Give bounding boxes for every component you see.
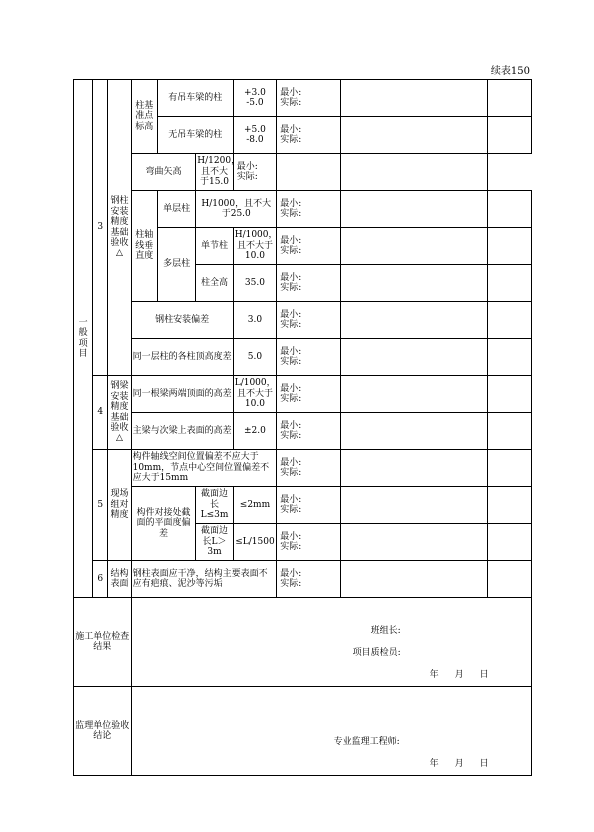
tolerance-value: H/1000，且不大于10.0 [233, 228, 276, 265]
measure-cell: 最小: 实际: [277, 413, 341, 450]
sub-label: 多层柱 [157, 228, 195, 302]
remark-cell[interactable] [488, 302, 532, 339]
remark-cell[interactable] [488, 80, 532, 117]
measure-cell: 最小: 实际: [277, 302, 341, 339]
supervision-engineer-label: 专业监理工程师: [333, 737, 400, 747]
year-label: 年 [429, 670, 439, 680]
day-label: 日 [479, 670, 489, 680]
section-name: 钢柱安装精度基础验收△ [108, 80, 131, 376]
tolerance-value: 3.0 [233, 302, 276, 339]
result-cell[interactable] [340, 487, 488, 524]
inspection-table [73, 79, 532, 776]
tolerance-value: H/1200，且不大于15.0 [196, 154, 233, 191]
category-cell: 一般项目 [74, 80, 93, 598]
measure-cell: 最小: 实际: [277, 265, 341, 302]
measure-cell: 最小: 实际: [277, 376, 341, 413]
remark-cell[interactable] [488, 265, 532, 302]
section-no: 5 [93, 450, 108, 561]
tolerance-value: ±2.0 [233, 413, 276, 450]
item-label: 弯曲矢高 [131, 154, 196, 191]
section-name: 现场组对精度 [108, 450, 131, 561]
measure-cell: 最小: 实际: [277, 80, 341, 117]
section-no: 6 [93, 561, 108, 598]
remark-cell[interactable] [488, 228, 532, 265]
team-leader-label: 班组长: [370, 626, 401, 636]
remark-cell[interactable] [340, 154, 488, 191]
subsub-label: 单节柱 [196, 228, 233, 265]
tolerance-value: H/1000，且不大于25.0 [196, 191, 277, 228]
construction-label: 施工单位检查结果 [74, 598, 132, 687]
remark-cell[interactable] [488, 376, 532, 413]
section-name: 钢梁安装精度基础验收△ [108, 376, 131, 450]
tolerance-value: ≤2mm [233, 487, 276, 524]
remark-cell[interactable] [488, 117, 532, 154]
remark-cell[interactable] [488, 450, 532, 487]
measure-cell: 最小: 实际: [233, 154, 276, 191]
sub-label: 截面边长L＞3m [196, 524, 233, 561]
remark-cell[interactable] [488, 413, 532, 450]
quality-inspector-label: 项目质检员: [352, 648, 401, 658]
group-label: 柱基准点标高 [131, 80, 157, 154]
result-cell[interactable] [340, 117, 488, 154]
measure-cell: 最小: 实际: [277, 450, 341, 487]
result-cell[interactable] [340, 265, 488, 302]
item-label: 无吊车梁的柱 [157, 117, 233, 154]
item-label: 构件轴线空间位置偏差不应大于10mm，节点中心空间位置偏差不应大于15mm [131, 450, 277, 487]
year-label: 年 [429, 759, 439, 769]
item-label: 主梁与次梁上表面的高差 [131, 413, 233, 450]
remark-cell[interactable] [488, 524, 532, 561]
result-cell[interactable] [340, 376, 488, 413]
measure-cell: 最小: 实际: [277, 524, 341, 561]
result-cell[interactable] [340, 228, 488, 265]
tolerance-value: +5.0 -8.0 [233, 117, 276, 154]
sub-label: 截面边长L≤3m [196, 487, 233, 524]
section-no: 4 [93, 376, 108, 450]
item-label: 同一层柱的各柱顶高度差 [131, 339, 233, 376]
remark-cell[interactable] [488, 561, 532, 598]
measure-cell: 最小: 实际: [277, 487, 341, 524]
item-label: 钢柱表面应干净，结构主要表面不应有疤痕、泥沙等污垢 [131, 561, 277, 598]
remark-cell[interactable] [488, 339, 532, 376]
continued-label: 续表150 [490, 66, 530, 77]
result-cell[interactable] [277, 154, 341, 191]
group-label: 柱轴线垂直度 [131, 191, 157, 302]
section-name: 结构表面 [108, 561, 131, 598]
month-label: 月 [454, 759, 464, 769]
result-cell[interactable] [340, 191, 488, 228]
result-cell[interactable] [340, 80, 488, 117]
section-no: 3 [93, 80, 108, 376]
supervision-label: 监理单位验收结论 [74, 687, 132, 776]
measure-cell: 最小: 实际: [277, 228, 341, 265]
month-label: 月 [454, 670, 464, 680]
item-label: 同一根梁两端顶面的高差 [131, 376, 233, 413]
result-cell[interactable] [340, 339, 488, 376]
tolerance-value: 5.0 [233, 339, 276, 376]
result-cell[interactable] [340, 450, 488, 487]
measure-cell: 最小: 实际: [277, 561, 341, 598]
measure-cell: 最小: 实际: [277, 117, 341, 154]
sub-label: 单层柱 [157, 191, 195, 228]
remark-cell[interactable] [488, 191, 532, 228]
measure-cell: 最小: 实际: [277, 339, 341, 376]
tolerance-value: L/1000，且不大于10.0 [233, 376, 276, 413]
tolerance-value: +3.0 -5.0 [233, 80, 276, 117]
remark-cell[interactable] [488, 487, 532, 524]
subsub-label: 柱全高 [196, 265, 233, 302]
tolerance-value: 35.0 [233, 265, 276, 302]
supervision-signature-area[interactable] [131, 687, 531, 776]
result-cell[interactable] [340, 413, 488, 450]
result-cell[interactable] [340, 524, 488, 561]
item-label: 构件对接处截面的平面度偏差 [131, 487, 196, 561]
result-cell[interactable] [340, 302, 488, 339]
tolerance-value: ≤L/1500 [233, 524, 276, 561]
construction-signature-area[interactable] [131, 598, 531, 687]
item-label: 有吊车梁的柱 [157, 80, 233, 117]
item-label: 钢柱安装偏差 [131, 302, 233, 339]
measure-cell: 最小: 实际: [277, 191, 341, 228]
day-label: 日 [479, 759, 489, 769]
result-cell[interactable] [340, 561, 488, 598]
